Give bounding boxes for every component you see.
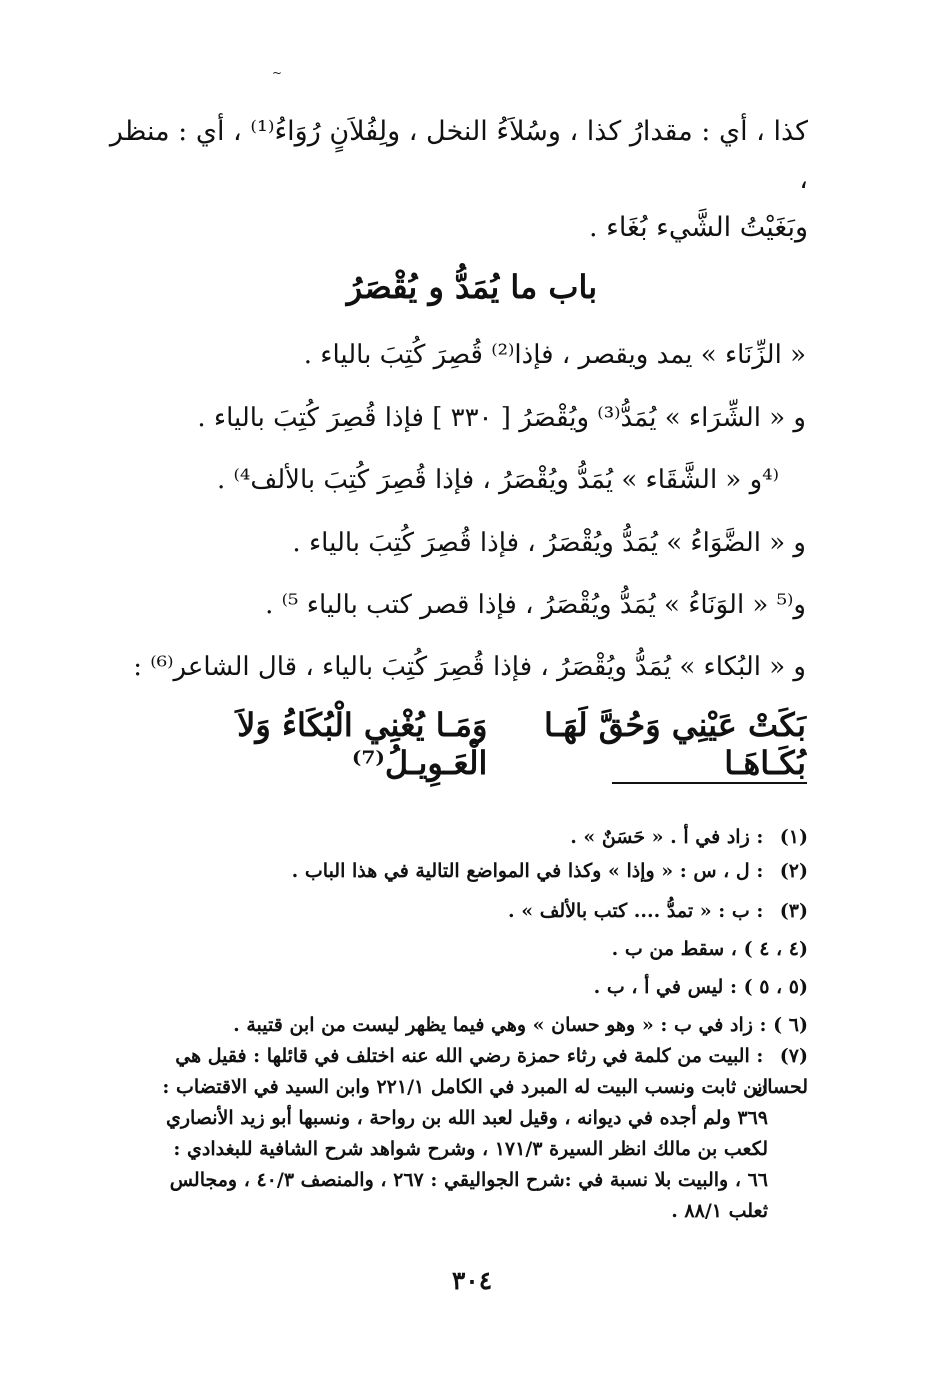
footnote-number: (٤ ، ٤ )	[743, 938, 808, 960]
entry-line: « الزِّنَاء » يمد ويقصر ، فإذا⁽²⁾ قُصِرَ كُتِبَ بالياء .	[303, 340, 806, 370]
footnote	[128, 972, 808, 1003]
entry-line: ⁽⁴و « الشَّقَاء » يُمَدُّ ويُقْصَرُ ، فإذا قُصِرَ كُتِبَ بالألف⁴⁾ .	[216, 465, 779, 495]
footnote-number: (١)	[779, 826, 808, 848]
footnote-line: ثعلب ٨٨/١ .	[671, 1200, 768, 1222]
intro-line: كذا ، أي : مقدارُ كذا ، وسُلاَءُ النخل ، ولِفُلاَنٍ رُوَاءُ⁽¹⁾ ، أي : منظر ،	[109, 116, 808, 195]
intro-paragraph	[108, 108, 808, 252]
footnote-continuation	[88, 1072, 808, 1227]
footnote-text: : ل ، س : « وإذا » وكذا في المواضع التالية في هذا الباب .	[291, 860, 764, 882]
footnote-divider	[612, 782, 807, 784]
footnote-text: : زاد في أ . « حَسَنٌ » .	[570, 826, 764, 848]
scan-mark: ~	[272, 66, 283, 80]
footnote-line: ابن ثابت ونسب البيت له المبرد في الكامل ٢٢١/١ وابن السيد في الاقتضاب :	[162, 1076, 768, 1098]
footnote-number: (٦ )	[773, 1014, 808, 1036]
footnote-line: ٦٦ ، والبيت بلا نسبة في :شرح الجواليقي : ٢٦٧ ، والمنصف ٤٠/٣ ، ومجالس	[169, 1169, 768, 1191]
entry-line: و⁽⁵ « الوَنَاءُ » يُمَدُّ ويُقْصَرُ ، فإذا قصر كتب بالياء ⁵⁾ .	[265, 590, 806, 620]
intro-line: وبَغَيْتُ الشَّيء بُغَاء .	[588, 212, 808, 243]
footnote	[128, 856, 808, 887]
poetry-verse	[131, 706, 806, 782]
footnote	[128, 934, 808, 965]
footnote-text: : زاد في ب : « وهو حسان » وهي فيما يظهر ليست من ابن قتيبة .	[233, 1014, 767, 1036]
footnote	[128, 896, 808, 927]
footnote-text: ، سقط من ب .	[611, 938, 737, 960]
footnote-number: (٥ ، ٥ )	[743, 976, 808, 998]
verse-first-hemistich: بَكَتْ عَيْنِي وَحُقَّ لَهَـا بُكَـاهَـا	[543, 706, 806, 782]
chapter-heading: باب ما يُمَدُّ و يُقْصَرُ	[346, 268, 598, 306]
footnote-text: : ب : « تمدُّ .... كتب بالألف » .	[508, 900, 764, 922]
footnote-line: ٣٦٩ ولم أجده في ديوانه ، وقيل لعبد الله بن رواحة ، ونسبها أبو زيد الأنصاري	[165, 1107, 768, 1129]
entry-line: و « الشِّرَاء » يُمَدُّ⁽³⁾ ويُقْصَرُ [ ٣٣٠ ] فإذا قُصِرَ كُتِبَ بالياء .	[197, 403, 806, 433]
verse-second-hemistich: وَمَـا يُغْنِي الْبُكَاءُ وَلاَ الْعَـوِيـلُ⁽⁷⁾	[237, 706, 488, 782]
entry-line: و « الضَّوَاءُ » يُمَدُّ ويُقْصَرُ ، فإذا قُصِرَ كُتِبَ بالياء .	[292, 528, 806, 558]
footnote-number: (٧)	[779, 1045, 808, 1067]
footnote	[128, 1010, 808, 1041]
entry-line: و « البُكاء » يُمَدُّ ويُقْصَرُ ، فإذا قُصِرَ كُتِبَ بالياء ، قال الشاعر⁽⁶⁾ :	[133, 652, 806, 682]
footnote-text: : البيت من كلمة في رثاء حمزة رضي الله عنه اختلف في قائلها : فقيل هي لحسان	[175, 1045, 808, 1098]
footnote-number: (٢)	[779, 860, 808, 882]
footnote	[128, 822, 808, 853]
footnote-number: (٣)	[779, 900, 808, 922]
footnote-text: : ليس في أ ، ب .	[593, 976, 737, 998]
page-number: ٣٠٤	[451, 1266, 493, 1295]
footnote-line: لكعب بن مالك انظر السيرة ١٧١/٣ ، وشرح شواهد شرح الشافية للبغدادي :	[173, 1138, 768, 1160]
